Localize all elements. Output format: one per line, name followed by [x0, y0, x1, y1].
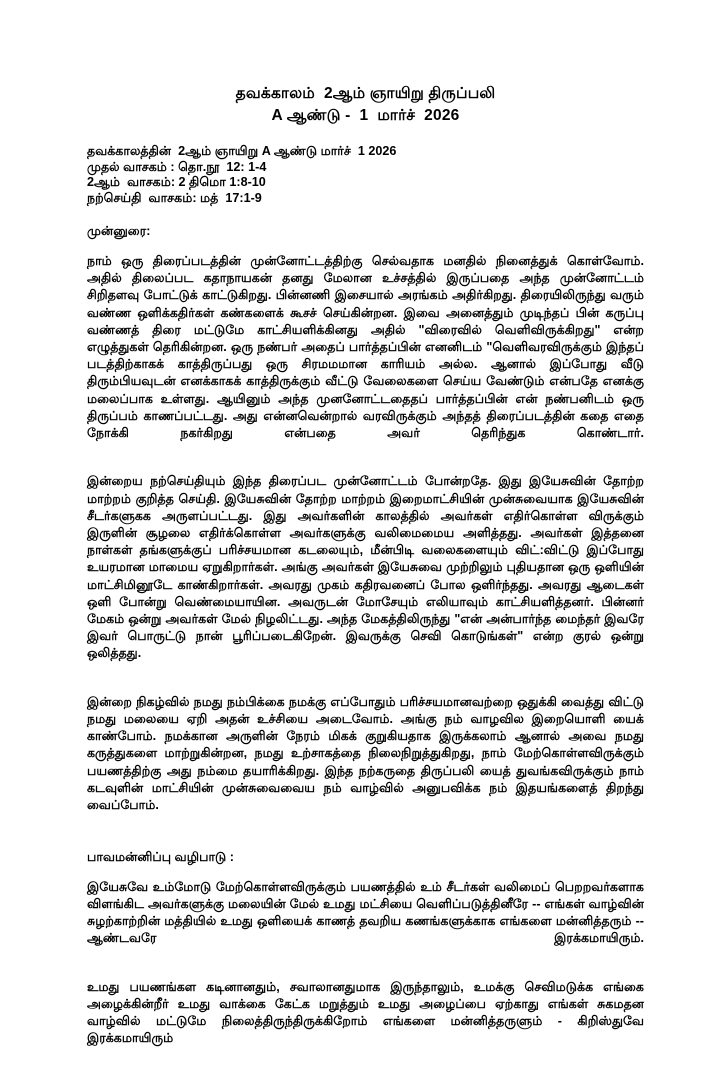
penitential-section-heading: பாவமன்னிப்பு வழிபாடு : — [87, 849, 234, 864]
gospel-reading-line: நற்செய்தி வாசகம்: மத் 17:1-9 — [87, 190, 262, 205]
intro-paragraph-2: இன்றைய நற்செய்தியும் இந்த திரைப்பட முன்னோட்டம் போன்றதே. இது இயேசுவின் தோற்ற மாற்றம் குறித்த செய்தி. இயேசுவின் தோற்ற மாற்றம் இறைமாட்சியின் முன்சுவையாக இயேசுவின் சீடர்களுகக அருளப்பட்டது. இது அவர்களின் காலத்தில் அவர்கள் எதிர்கொள்ள விருக்கும் இருளின் சூழலை எதிர்க்கொள்ள அவர்களுக்கு வலிமைமைய அளித்தது. அவர்கள் இத்தனை நாள்கள் தங்களுக்குப் பரிச்சயமான கடலையும், மீன்பிடி வலைகளையும் விட்:விட்டு இப்போது உயரமான மாமைய ஏறுகிறார்கள். அங்கு அவர்கள் இயேசுவை முற்றிலும் புதியதான ஒரு ஒளியின் மாட்சிமினூடே காண்கிறார்கள். அவரது முகம் கதிரவனைப் போல ஒளிர்ந்தது. அவரது ஆடைகள் ஒளி போன்று வெண்மையாயின. அவருடன் மோசேயும் எலியாவும் காட்சியளித்தனர். பின்னர் மேகம் ஒன்று அவர்கள் மேல் நிழலிட்டது. அந்த மேகத்திலிருந்து "என் அன்பார்ந்த மைந்தர் இவரே இவர் பொருட்டு நான் பூரிப்படைகிறேன். இவருக்கு செவி கொடுங்கள்" என்ற குரல் ஒன்று ஒலித்தது. — [87, 474, 644, 661]
page-title-line-2: A ஆண்டு - 1 மார்ச் 2026 — [271, 107, 460, 124]
intro-paragraph-3: இன்றை நிகழ்வில் நமது நம்பிக்கை நமக்கு எப்போதும் பரிச்சயமானவற்றை ஒதுக்கி வைத்து விட்டு நமது மலையை ஏறி அதன் உச்சியை அடைவோம். அங்கு நம் வாழவில இறையொளி யைக் காண்போம். நமக்கான அருளின் நேரம் மிகக் குறுகியதாக இருக்கலாம் ஆனால் அவை நமது கருத்துகளை மாற்றுகின்றன, நமது உற்சாகத்தை நிலைநிறுத்துகிறது, நாம் மேற்கொள்ளவிருக்கும் பயணத்திற்கு அது நம்மை தயாரிக்கிறது. இந்த நற்கருதை திருப்பலி யைத் துவங்கவிருக்கும் நாம் கடவுளின் மாட்சியின் முன்சுவைவைய நம் வாழ்வில் அனுபவிக்க நம் இதயங்களைத் திறந்து வைப்போம். — [87, 694, 644, 813]
occasion-line: தவக்காலத்தின் 2ஆம் ஞாயிறு A ஆண்டு மார்ச் 1 2026 — [87, 144, 397, 158]
page-title-line-1: தவக்காலம் 2ஆம் ஞாயிறு திருப்பலி — [235, 85, 496, 102]
penitential-invocation-1: இயேசுவே உம்மோடு மேற்கொள்ளவிருக்கும் பயணத்தில் உம் சீடர்கள் வலிமைப் பெறறவர்களாக விளங்கிட அவர்களுக்கு மலையின் மேல் உமது மட்சியை வெளிப்படுத்தினீரே -- எங்கள் வாழ்வின் சுழற்காற்றின் மத்தியில் உமது ஒளியைக் காணத் தவறிய கணங்களுக்காக எங்களை மன்னித்தரும் -- ஆண்டவரே இரக்கமாயிரும். — [87, 879, 644, 946]
first-reading-line: முதல் வாசகம் : தொ.நூ 12: 1-4 — [87, 159, 267, 174]
penitential-invocation-2: உமது பயணங்கள கடினானதும், சவாலானதுமாக இருந்தாலும், உமக்கு செவிமடுக்க எங்கை அழைக்கின்றீர் உமது வாக்கை கேட்க மறுத்தும் உமது அழைப்பை ஏற்காது எங்கள் சுகமதன வாழ்வில் மட்டுமே நிலைத்திருந்திருக்கிறோம் எங்களை மன்னித்தருளும் - கிறிஸ்துவே இரக்கமாயிரும் — [87, 979, 644, 1046]
intro-section-heading: முன்னுரை: — [87, 224, 151, 238]
second-reading-line: 2ஆம் வாசகம்: 2 திமொ 1:8-10 — [87, 175, 266, 189]
readings-reference-block — [87, 144, 644, 206]
document-title-block — [87, 84, 644, 126]
intro-paragraph-1: நாம் ஒரு திரைப்படத்தின் முன்னோட்டத்திற்கு செல்வதாக மனதில் நினைத்துக் கொள்வோம். அதில் திலைப்பட கதாநாயகன் தனது மேலான உச்சத்தில் இருப்பதை அந்த முன்னோட்டம் சிறிதளவு போட்டுக் காட்டுகிறது. பின்னணி இசையால் அரங்கம் அதிர்கிறது. திரையிலிருந்து வரும் வண்ண ஒளிக்கதிர்கள் கண்களைக் கூசச் செய்கின்றன. இவை அனைத்தும் முடிந்தப் பின் கருப்பு வண்ணத் திரை மட்டுமே காட்சியளிக்கினது அதில் "விரைவில் வெளிவிருக்கிறது" என்ற எழுத்துகள் தெரிகின்றன. ஒரு நண்பர் அதைப் பார்த்தப்பின் எனனிடம் "வெளிவரவிருக்கும் இந்தப் படத்திற்காகக் காத்திருப்பது ஒரு சிரமமமான காரியம் அல்ல. ஆனால் இப்போது வீடு திரும்பியவுடன் எனக்காகக் காத்திருக்கும் வீட்டு வேலைகளை செய்ய வேண்டும் என்பதே எனக்கு மலைப்பாக உள்ளது. ஆயினும் அந்த முனனோட்டதைதப் பார்த்தப்பின் என் நண்பனிடம் ஒரு திருப்பம் காணப்பட்டது. அது என்னவென்றால் வரவிருக்கும் அந்தத் திரைப்படத்தின் கதை எதை நோக்கி நகர்கிறது என்பதை அவர் தெரிந்துக கொண்டார். — [87, 254, 644, 441]
